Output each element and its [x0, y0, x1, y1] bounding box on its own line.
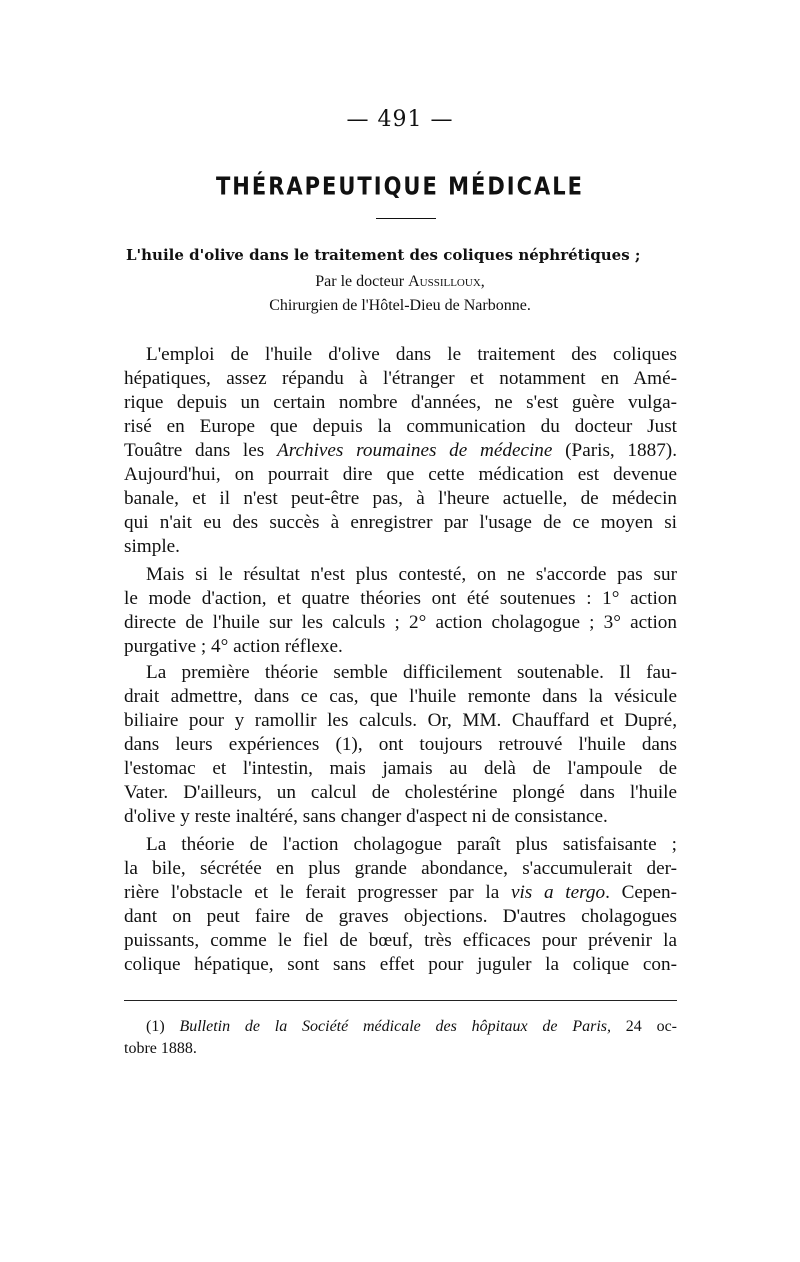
byline-author	[0, 273, 800, 291]
body-line: biliaire pour y ramollir les calculs. Or, MM. Chauffard et Dupré,	[124, 710, 677, 731]
body-line: rique depuis un certain nombre d'années, ne s'est guère vulga-	[124, 392, 677, 413]
body-line: Mais si le résultat n'est plus contesté, on ne s'accorde pas sur	[146, 564, 677, 585]
body-line: Vater. D'ailleurs, un calcul de cholestérine plongé dans l'huile	[124, 782, 677, 803]
body-line: drait admettre, dans ce cas, que l'huile remonte dans la vésicule	[124, 686, 677, 707]
body-text: rière l'obstacle et le ferait progresser par la	[124, 882, 511, 903]
body-line: Aujourd'hui, on pourrait dire que cette médication est devenue	[124, 464, 677, 485]
body-line: d'olive y reste inaltéré, sans changer d'aspect ni de consistance.	[124, 806, 608, 827]
body-line: colique hépatique, sont sans effet pour juguler la colique con-	[124, 954, 677, 975]
footnote-line	[124, 1018, 677, 1038]
body-line: banale, et il n'est peut-être pas, à l'heure actuelle, de médecin	[124, 488, 677, 509]
journal-title: Archives roumaines de médecine	[276, 440, 553, 461]
body-line: risé en Europe que depuis la communication du docteur Just	[124, 416, 677, 437]
page-number: — 491 —	[346, 107, 454, 132]
body-line: l'estomac et l'intestin, mais jamais au delà de l'ampoule de	[124, 758, 677, 779]
body-text: Touâtre dans les	[124, 440, 277, 461]
footnote-rule	[124, 1000, 677, 1001]
byline-prefix: Par le docteur	[315, 273, 409, 290]
footnote-date: 24 oc-	[611, 1018, 678, 1035]
body-line: L'emploi de l'huile d'olive dans le traitement des coliques	[146, 344, 677, 365]
heading-rule	[376, 218, 436, 219]
body-line: dant on peut faire de graves objections. D'autres cholagogues	[124, 906, 677, 927]
footnote-citation: Bulletin de la Société médicale des hôpitaux de Paris,	[179, 1018, 611, 1035]
article-title: L'huile d'olive dans le traitement des coliques néphrétiques ;	[126, 246, 641, 264]
body-line	[124, 882, 677, 906]
section-heading: THÉRAPEUTIQUE MÉDICALE	[215, 171, 585, 201]
body-line: la bile, sécrétée en plus grande abondance, s'accumulerait der-	[124, 858, 677, 879]
body-line	[124, 440, 677, 464]
body-line: le mode d'action, et quatre théories ont été soutenues : 1° action	[124, 588, 677, 609]
body-line: directe de l'huile sur les calculs ; 2° action cholagogue ; 3° action	[124, 612, 677, 633]
body-line: qui n'ait eu des succès à enregistrer par l'usage de ce moyen si	[124, 512, 677, 533]
latin-phrase: vis a tergo	[510, 882, 606, 903]
body-line: hépatiques, assez répandu à l'étranger et notamment en Amé-	[124, 368, 677, 389]
body-line: purgative ; 4° action réflexe.	[124, 636, 343, 657]
body-text: (Paris, 1887).	[552, 440, 677, 461]
author-name: Aussilloux,	[408, 273, 485, 290]
body-text: . Cepen-	[605, 882, 677, 903]
footnote-marker: (1)	[146, 1018, 180, 1035]
body-line: simple.	[124, 536, 180, 557]
body-line: La première théorie semble difficilement soutenable. Il fau-	[146, 662, 677, 683]
body-line: dans leurs expériences (1), ont toujours retrouvé l'huile dans	[124, 734, 677, 755]
body-line: puissants, comme le fiel de bœuf, très efficaces pour prévenir la	[124, 930, 677, 951]
body-line: La théorie de l'action cholagogue paraît plus satisfaisante ;	[146, 834, 677, 855]
byline-affiliation: Chirurgien de l'Hôtel-Dieu de Narbonne.	[269, 297, 531, 314]
footnote-line: tobre 1888.	[124, 1040, 197, 1057]
